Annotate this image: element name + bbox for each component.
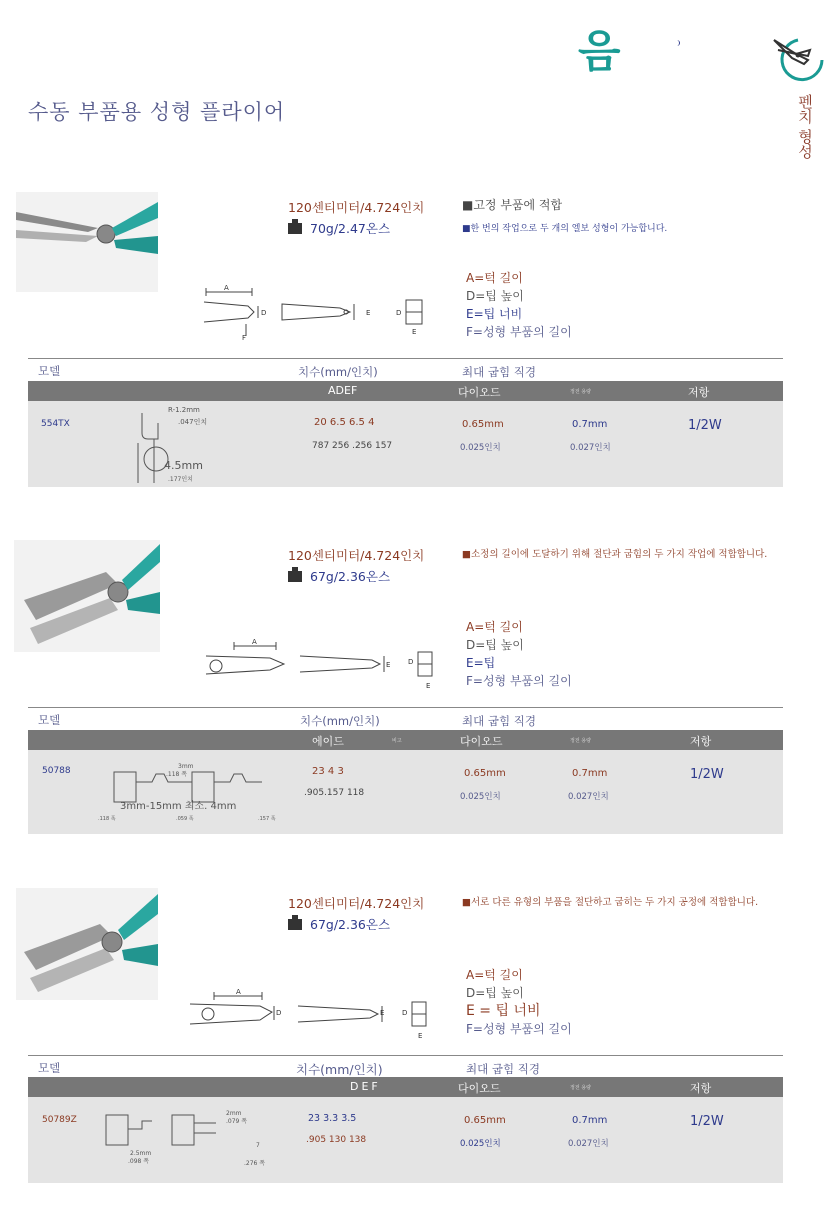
dims-inch: .905.157 118: [304, 788, 365, 798]
dims-mm: 23 4 3: [312, 766, 344, 777]
data-box-3: [28, 1097, 783, 1183]
weight-spec: 70g/2.47온스: [310, 221, 391, 236]
legend-f: F=성형 부품의 길이: [466, 1022, 572, 1036]
product-photo-2: [14, 540, 160, 652]
data-box-1: [28, 401, 783, 487]
bend-header: 최대 굽힘 직경: [462, 714, 536, 728]
column-bar-2: [28, 730, 783, 750]
svg-text:.059 폭: .059 폭: [176, 816, 194, 822]
length-spec: 120센티미터/4.724인치: [288, 200, 425, 215]
length-spec: 120센티미터/4.724인치: [288, 896, 425, 911]
svg-text:R-1.2mm: R-1.2mm: [168, 406, 200, 414]
legend-f: F=성형 부품의 길이: [466, 325, 572, 339]
legend-e: E=팁 너비: [466, 307, 523, 321]
model-header: 모델: [38, 1061, 61, 1075]
legend-3: [466, 966, 572, 1038]
length-spec: 120센티미터/4.724인치: [288, 548, 425, 563]
features-1: [462, 196, 667, 234]
svg-text:D: D: [261, 309, 267, 317]
svg-text:.157 폭: .157 폭: [258, 816, 276, 822]
diode-inch: 0.025인치: [460, 792, 501, 802]
dimension-drawing-2: [200, 634, 440, 694]
svg-text:A: A: [252, 638, 257, 646]
legend-1: [466, 269, 572, 341]
legend-2: [466, 618, 572, 690]
dimension-header: 치수(mm/인치): [300, 714, 380, 728]
bar-note: 비고: [392, 738, 402, 744]
dims-mm: 20 6.5 6.5 4: [314, 417, 375, 428]
bend-sketch-3: [96, 1107, 286, 1179]
dimension-header: 치수(mm/인치): [298, 365, 378, 379]
resistance-value: 1/2W: [688, 418, 722, 433]
weight-spec: 67g/2.36온스: [310, 569, 391, 584]
side-category-label: 펜치 형성: [796, 94, 814, 159]
legend-f: F=성형 부품의 길이: [466, 674, 572, 688]
svg-text:2.5mm: 2.5mm: [130, 1150, 152, 1157]
weight-icon: [288, 223, 302, 234]
svg-text:4.5mm: 4.5mm: [164, 459, 203, 472]
svg-text:.276 폭: .276 폭: [244, 1160, 266, 1167]
diode-mm: 0.65mm: [464, 1115, 506, 1126]
svg-text:D: D: [408, 658, 414, 666]
legend-d: D=팁 높이: [466, 986, 524, 1000]
model-header: 모델: [38, 713, 61, 727]
legend-e: E = 팁 너비: [466, 1003, 541, 1019]
legend-a: A=턱 길이: [466, 968, 523, 982]
bar-dim: DEF: [350, 1080, 381, 1093]
weight-spec: 67g/2.36온스: [310, 917, 391, 932]
svg-text:E: E: [412, 328, 417, 336]
bar-diode: 다이오드: [458, 386, 501, 399]
legend-d: D=팁 높이: [466, 638, 524, 652]
dimension-drawing-3: [186, 984, 436, 1044]
legend-e: E=팁: [466, 656, 496, 670]
svg-text:E: E: [418, 1032, 423, 1040]
header-glyph: 음: [578, 26, 621, 77]
resistance-value: 1/2W: [690, 767, 724, 782]
feature-desc: ■한 번의 작업으로 두 개의 엘보 성형이 가능합니다.: [462, 224, 668, 234]
svg-text:.118 폭: .118 폭: [166, 771, 188, 778]
feature-desc: ■소정의 길이에 도달하기 위해 절단과 굽힘의 두 가지 작업에 적합합니다.: [462, 549, 768, 560]
dimension-header: 치수(mm/인치): [296, 1062, 383, 1077]
svg-text:.177인치: .177인치: [168, 476, 193, 483]
divider: [28, 707, 783, 708]
feature-desc: ■서로 다른 유형의 부품을 절단하고 굽히는 두 가지 공정에 적합합니다.: [462, 897, 759, 908]
svg-text:.047인치: .047인치: [178, 418, 208, 426]
bar-dim: ADEF: [328, 384, 358, 397]
bar-diode: 다이오드: [460, 735, 503, 748]
svg-text:F: F: [242, 334, 247, 342]
svg-text:.118 폭: .118 폭: [98, 816, 116, 822]
bend-header: 최대 굽힘 직경: [466, 1062, 540, 1076]
svg-text:2mm: 2mm: [226, 1110, 242, 1117]
bar-capacitance: 정전 용량: [570, 389, 591, 395]
bend-sketch-1: [128, 403, 258, 485]
bar-capacitance: 정전 용량: [570, 1085, 591, 1091]
spec-block-1: [288, 198, 424, 237]
svg-text:3mm: 3mm: [178, 763, 194, 770]
legend-a: A=턱 길이: [466, 271, 523, 285]
bar-resistance: 저항: [688, 386, 710, 399]
capacitance-inch: 0.027인치: [568, 1139, 609, 1149]
bar-resistance: 저항: [690, 735, 712, 748]
legend-a: A=턱 길이: [466, 620, 523, 634]
capacitance-mm: 0.7mm: [572, 768, 608, 779]
diode-mm: 0.65mm: [462, 419, 504, 430]
dot-mark: [676, 40, 680, 46]
spec-block-3: [288, 894, 424, 933]
model-header: 모델: [38, 364, 61, 378]
dims-mm: 23 3.3 3.5: [308, 1113, 357, 1124]
legend-d: D=팁 높이: [466, 289, 524, 303]
svg-text:.098 폭: .098 폭: [128, 1158, 150, 1165]
page-title: 수동 부품용 성형 플라이어: [28, 100, 286, 124]
capacitance-mm: 0.7mm: [572, 419, 608, 430]
bar-capacitance: 정전 용량: [570, 738, 591, 744]
capacitance-inch: 0.027인치: [570, 443, 611, 453]
bend-sketch-2: [92, 760, 292, 832]
model-value: 50789Z: [42, 1115, 77, 1125]
column-bar-3: [28, 1077, 783, 1097]
feature-title: ■고정 부품에 적합: [462, 198, 563, 212]
svg-text:D: D: [396, 309, 402, 317]
weight-icon: [288, 571, 302, 582]
product-photo-3: [16, 888, 158, 1000]
pliers-icon: [768, 30, 828, 82]
diode-mm: 0.65mm: [464, 768, 506, 779]
product-photo-1: [16, 192, 158, 292]
svg-text:E: E: [366, 309, 371, 317]
svg-text:E: E: [386, 661, 391, 669]
svg-text:E: E: [380, 1009, 385, 1017]
data-box-2: [28, 750, 783, 834]
diode-inch: 0.025인치: [460, 1139, 501, 1149]
svg-text:A: A: [236, 988, 241, 996]
model-value: 554TX: [41, 419, 70, 429]
bar-resistance: 저항: [690, 1082, 712, 1095]
svg-text:3mm-15mm 최소. 4mm: 3mm-15mm 최소. 4mm: [120, 801, 237, 812]
svg-text:E: E: [426, 682, 431, 690]
diode-inch: 0.025인치: [460, 443, 501, 453]
svg-text:.079 폭: .079 폭: [226, 1118, 248, 1125]
column-bar-1: [28, 381, 783, 401]
svg-text:A: A: [224, 284, 229, 292]
dims-inch: .905 130 138: [306, 1135, 367, 1145]
resistance-value: 1/2W: [690, 1114, 724, 1129]
dims-inch: 787 256 .256 157: [312, 441, 393, 451]
dimension-drawing-1: [200, 282, 430, 342]
divider: [28, 1055, 783, 1056]
svg-text:D: D: [402, 1009, 408, 1017]
model-value: 50788: [42, 766, 71, 776]
weight-icon: [288, 919, 302, 930]
capacitance-mm: 0.7mm: [572, 1115, 608, 1126]
bend-header: 최대 굽힘 직경: [462, 365, 536, 379]
svg-text:7: 7: [256, 1142, 260, 1149]
bar-dim: 에이드: [312, 735, 344, 748]
divider: [28, 358, 783, 359]
bar-diode: 다이오드: [458, 1082, 501, 1095]
svg-text:D: D: [276, 1009, 282, 1017]
capacitance-inch: 0.027인치: [568, 792, 609, 802]
spec-block-2: [288, 546, 424, 585]
